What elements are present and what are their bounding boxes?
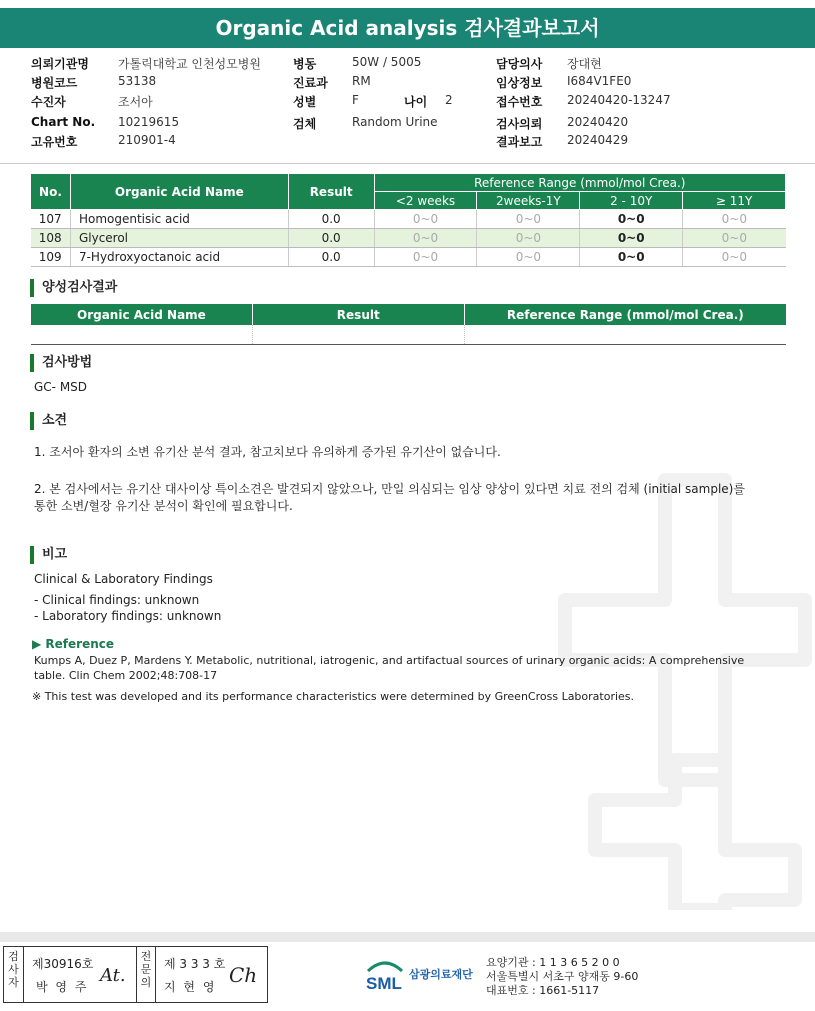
sub-header-0: <2 weeks [374, 192, 477, 210]
pos-header-name: Organic Acid Name [31, 304, 253, 325]
findings-p1: 1. 조서아 환자의 소변 유기산 분석 결과, 참고치보다 유의하게 증가된 유기산이 없습니다. [34, 445, 501, 459]
watermark-cross-icon [555, 470, 815, 910]
pos-cell [31, 325, 253, 344]
row-ref-1: 0~0 [374, 229, 477, 248]
chart-label: Chart No. [31, 115, 96, 129]
col-header-ref: Reference Range (mmol/mol Crea.) [374, 174, 785, 192]
row-ref-4: 0~0 [683, 248, 786, 267]
remarks-line1: Clinical & Laboratory Findings [34, 572, 213, 586]
ward-value: 50W / 5005 [352, 55, 422, 69]
info-row-5 [0, 133, 815, 151]
sub-header-3: ≥ 11Y [683, 192, 786, 210]
row-ref-1: 0~0 [374, 210, 477, 229]
patient-info [0, 55, 815, 155]
unique-value: 210901-4 [118, 133, 176, 147]
tester-name: 박 영 주 [36, 980, 89, 994]
sub-header-2: 2 - 10Y [580, 192, 683, 210]
report-title: Organic Acid analysis 검사결과보고서 [0, 8, 815, 48]
row-ref-4: 0~0 [683, 210, 786, 229]
addr-line-3: 대표번호 : 1661-5117 [486, 984, 600, 997]
row-ref-3: 0~0 [580, 210, 683, 229]
row-name: Glycerol [70, 229, 288, 248]
addr-line-2: 서울특별시 서초구 양재동 9-60 [486, 970, 639, 983]
row-result: 0.0 [288, 229, 374, 248]
row-name: Homogentisic acid [70, 210, 288, 229]
sml-logo-icon [364, 955, 406, 995]
col-header-name: Organic Acid Name [70, 174, 288, 210]
divider [0, 163, 815, 164]
reference-line1: Kumps A, Duez P, Mardens Y. Metabolic, nutritional, iatrogenic, and artifactual sources of urinary organic acids: A comprehensive [34, 654, 745, 667]
positive-section-title: 양성검사결과 [30, 279, 117, 297]
dept-value: RM [352, 74, 371, 88]
col-header-result: Result [288, 174, 374, 210]
findings-section-title: 소견 [30, 412, 67, 430]
row-ref-2: 0~0 [477, 248, 580, 267]
patient-label: 수진자 [31, 95, 66, 109]
row-name: 7-Hydroxyoctanoic acid [70, 248, 288, 267]
specialist-no: 제 3 3 3 호 [164, 957, 226, 971]
table-row [31, 248, 786, 267]
pos-header-result: Result [252, 304, 464, 325]
sex-label: 성별 [293, 95, 317, 109]
hospital-code-value: 53138 [118, 74, 157, 88]
clinical-label: 임상정보 [496, 76, 543, 90]
row-ref-3: 0~0 [580, 229, 683, 248]
addr-line-1: 요양기관 : 1 1 3 6 5 2 0 0 [486, 956, 620, 969]
table-row [31, 229, 786, 248]
hospital-code-label: 병원코드 [31, 76, 78, 90]
row-ref-1: 0~0 [374, 248, 477, 267]
specialist-char: 전 [140, 950, 152, 963]
row-ref-2: 0~0 [477, 210, 580, 229]
specialist-vertical-label [136, 947, 156, 1002]
remarks-line3: - Laboratory findings: unknown [34, 609, 222, 623]
info-row-3 [0, 93, 815, 111]
tester-char: 자 [8, 976, 19, 989]
age-value: 2 [445, 93, 453, 107]
footer-band [0, 932, 815, 942]
result-table [30, 173, 786, 267]
signature-box [3, 946, 268, 1003]
sub-header-1: 2weeks-1Y [477, 192, 580, 210]
table-row [31, 210, 786, 229]
pos-header-ref: Reference Range (mmol/mol Crea.) [464, 304, 786, 325]
specialist-signature: Ch [229, 963, 258, 987]
row-result: 0.0 [288, 210, 374, 229]
info-row-4 [0, 115, 815, 133]
doctor-value: 장대현 [567, 57, 602, 71]
reference-line2: table. Clin Chem 2002;48:708-17 [34, 669, 218, 682]
logo-letters: SML [366, 974, 402, 993]
specimen-label: 검체 [293, 117, 317, 131]
row-no: 108 [31, 229, 71, 248]
row-ref-4: 0~0 [683, 229, 786, 248]
tester-signature: At. [100, 965, 126, 986]
tester-vertical-label [4, 947, 24, 1002]
institution-value: 가톨릭대학교 인천성모병원 [118, 57, 261, 71]
institution-label: 의뢰기관명 [31, 57, 89, 71]
specialist-name: 지 현 영 [164, 980, 217, 994]
remarks-line2: - Clinical findings: unknown [34, 593, 200, 607]
dept-label: 진료과 [293, 76, 328, 90]
row-ref-2: 0~0 [477, 229, 580, 248]
unique-label: 고유번호 [31, 135, 78, 149]
row-result: 0.0 [288, 248, 374, 267]
table-row [31, 325, 787, 344]
specimen-value: Random Urine [352, 115, 438, 129]
lab-address [486, 956, 638, 998]
clinical-value: I684V1FE0 [567, 74, 632, 88]
receipt-label: 접수번호 [496, 95, 543, 109]
ward-label: 병동 [293, 57, 317, 71]
pos-cell [464, 325, 786, 344]
request-label: 검사의뢰 [496, 117, 543, 131]
tester-char: 사 [8, 963, 19, 976]
specialist-char: 문 [140, 963, 152, 976]
tester-no: 제30916호 [32, 957, 94, 971]
report-value: 20240429 [567, 133, 629, 147]
reference-title: ▶ Reference [32, 637, 114, 651]
info-row-1 [0, 55, 815, 73]
row-no: 109 [31, 248, 71, 267]
pos-cell [252, 325, 464, 344]
patient-value: 조서아 [118, 95, 153, 109]
remarks-section-title: 비고 [30, 546, 67, 564]
sml-logo-name: 삼광의료재단 [409, 968, 473, 981]
row-no: 107 [31, 210, 71, 229]
method-text: GC- MSD [34, 380, 88, 394]
row-ref-3: 0~0 [580, 248, 683, 267]
info-row-2 [0, 74, 815, 92]
reference-note: ※ This test was developed and its performance characteristics were determined by GreenCross Laboratories. [32, 690, 635, 703]
positive-table [30, 304, 786, 345]
doctor-label: 담당의사 [496, 57, 543, 71]
receipt-value: 20240420-13247 [567, 93, 671, 107]
col-header-no: No. [31, 174, 71, 210]
findings-p2a: 2. 본 검사에서는 유기산 대사이상 특이소견은 발견되지 않았으나, 만일 의심되는 임상 양상이 있다면 치료 전의 검체 (initial sample)를 [34, 482, 745, 496]
tester-char: 검 [8, 950, 19, 963]
specialist-char: 의 [140, 976, 152, 989]
report-label: 결과보고 [496, 135, 543, 149]
findings-p2b: 통한 소변/혈장 유기산 분석이 확인에 필요합니다. [34, 499, 293, 513]
sex-value: F [352, 93, 359, 107]
method-section-title: 검사방법 [30, 354, 92, 372]
chart-value: 10219615 [118, 115, 180, 129]
request-value: 20240420 [567, 115, 629, 129]
age-label: 나이 [404, 95, 428, 109]
